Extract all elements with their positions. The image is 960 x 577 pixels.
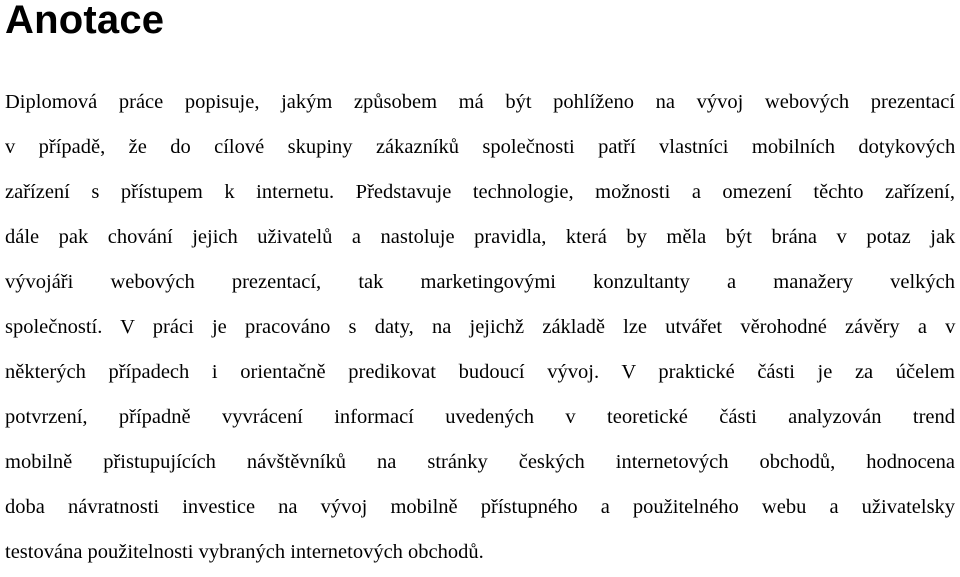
- abstract-line: potvrzení, případně vyvrácení informací uvedených v teoretické části analyzován trend: [5, 406, 955, 428]
- abstract-line: vývojáři webových prezentací, tak marketingovými konzultanty a manažery velkých: [5, 271, 955, 293]
- abstract-line: dále pak chování jejich uživatelů a nastoluje pravidla, která by měla být brána v potaz jak: [5, 226, 956, 248]
- abstract-line: Diplomová práce popisuje, jakým způsobem má být pohlíženo na vývoj webových prezentací: [5, 91, 955, 113]
- abstract-line: doba návratnosti investice na vývoj mobilně přístupného a použitelného webu a uživatelsky: [5, 496, 956, 518]
- abstract-line: mobilně přistupujících návštěvníků na stránky českých internetových obchodů, hodnocena: [5, 451, 955, 473]
- abstract-line: společností. V práci je pracováno s daty, na jejichž základě lze utvářet věrohodné závěry a v: [5, 316, 956, 338]
- page-title: Anotace: [5, 0, 165, 42]
- abstract-line-last: testována použitelnosti vybraných internetových obchodů.: [5, 541, 484, 563]
- abstract-paragraph: [5, 82, 955, 577]
- abstract-line: některých případech i orientačně predikovat budoucí vývoj. V praktické části je za účelem: [5, 361, 955, 383]
- abstract-line: zařízení s přístupem k internetu. Představuje technologie, možnosti a omezení těchto zařízení,: [5, 181, 955, 203]
- abstract-line: v případě, že do cílové skupiny zákazníků společnosti patří vlastníci mobilních dotykových: [5, 136, 956, 158]
